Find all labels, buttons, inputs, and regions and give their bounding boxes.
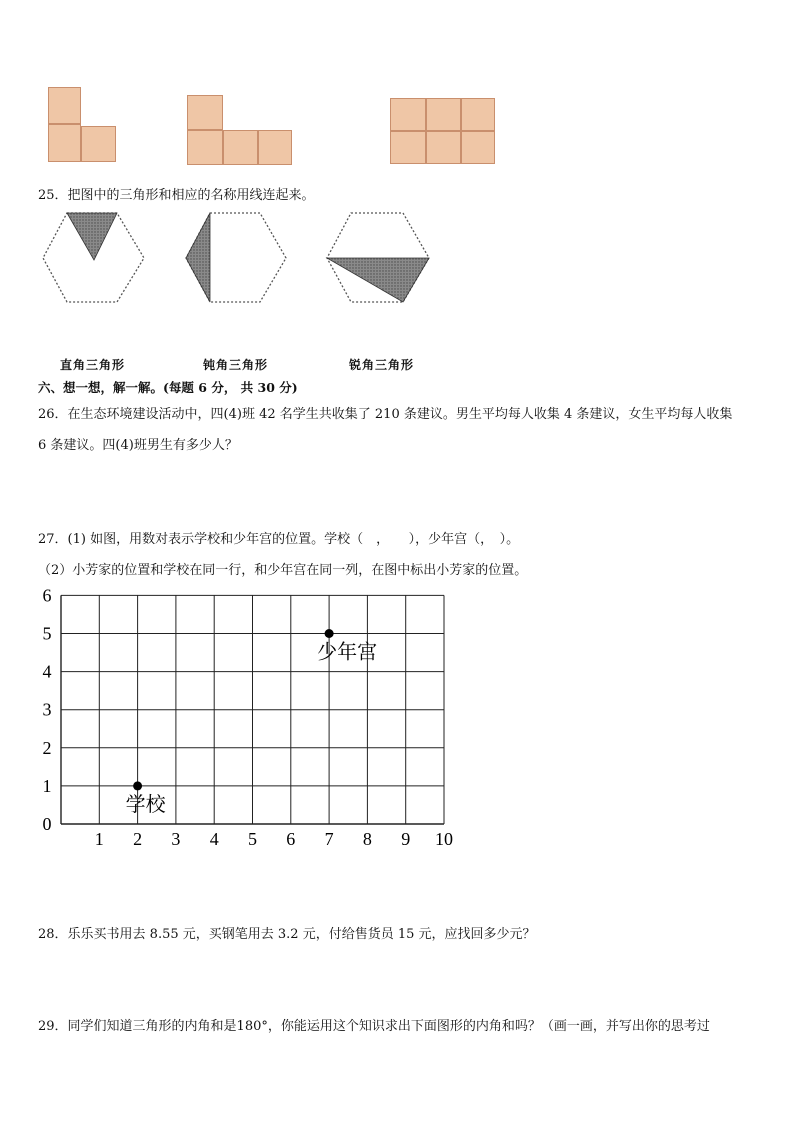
question-27-line1: 27．(1) 如图，用数对表示学校和少年宫的位置。学校（ ， ），少年宫（， ）。 xyxy=(38,532,520,547)
question-25: 25．把图中的三角形和相应的名称用线连起来。 xyxy=(38,188,315,203)
y-tick-label: 3 xyxy=(42,699,52,720)
hexagon-triangles xyxy=(40,210,440,305)
label-acute-triangle: 锐角三角形 xyxy=(349,358,415,372)
x-tick-label: 10 xyxy=(435,829,453,849)
x-tick-label: 2 xyxy=(133,829,143,849)
y-tick-label: 2 xyxy=(42,737,52,758)
section-six-title: 六、想一想，解一解。(每题 6 分， 共 30 分) xyxy=(38,380,298,395)
question-26-line2: 6 条建议。四(4)班男生有多少人？ xyxy=(38,438,238,453)
y-tick-label: 5 xyxy=(42,623,52,644)
point-marker xyxy=(133,781,142,790)
question-28: 28．乐乐买书用去 8.55 元，买钢笔用去 3.2 元，付给售货员 15 元，应找回多少元？ xyxy=(38,927,536,942)
y-tick-label: 1 xyxy=(42,775,52,796)
label-right-triangle: 直角三角形 xyxy=(60,358,126,372)
question-26-line1: 26．在生态环境建设活动中，四(4)班 42 名学生共收集了 210 条建议。男生平均每人收集 4 条建议，女生平均每人收集 xyxy=(38,407,733,422)
x-tick-label: 5 xyxy=(248,829,257,849)
question-29: 29．同学们知道三角形的内角和是180°，你能运用这个知识求出下面图形的内角和吗？（画一画，并写出你的思考过 xyxy=(38,1019,710,1034)
coordinate-grid xyxy=(30,585,470,855)
hexagon-acute-triangle xyxy=(43,213,144,302)
y-tick-label: 0 xyxy=(42,814,52,834)
hexagon-obtuse-triangle xyxy=(186,213,286,302)
point-marker xyxy=(325,629,334,638)
x-tick-label: 3 xyxy=(171,829,181,849)
x-tick-label: 1 xyxy=(94,829,104,849)
x-tick-label: 4 xyxy=(209,829,219,849)
hexagon-right-triangle xyxy=(327,213,429,302)
x-tick-label: 9 xyxy=(401,829,411,849)
x-tick-label: 7 xyxy=(324,829,334,849)
question-27-line2: （2）小芳家的位置和学校在同一行，和少年宫在同一列，在图中标出小芳家的位置。 xyxy=(38,563,528,578)
point-label: 少年宫 xyxy=(317,639,378,664)
point-label: 学校 xyxy=(125,791,166,816)
y-tick-label: 4 xyxy=(42,661,52,682)
label-obtuse-triangle: 钝角三角形 xyxy=(203,358,269,372)
x-tick-label: 8 xyxy=(362,829,372,849)
y-tick-label: 6 xyxy=(42,585,52,606)
x-tick-label: 6 xyxy=(286,829,296,849)
